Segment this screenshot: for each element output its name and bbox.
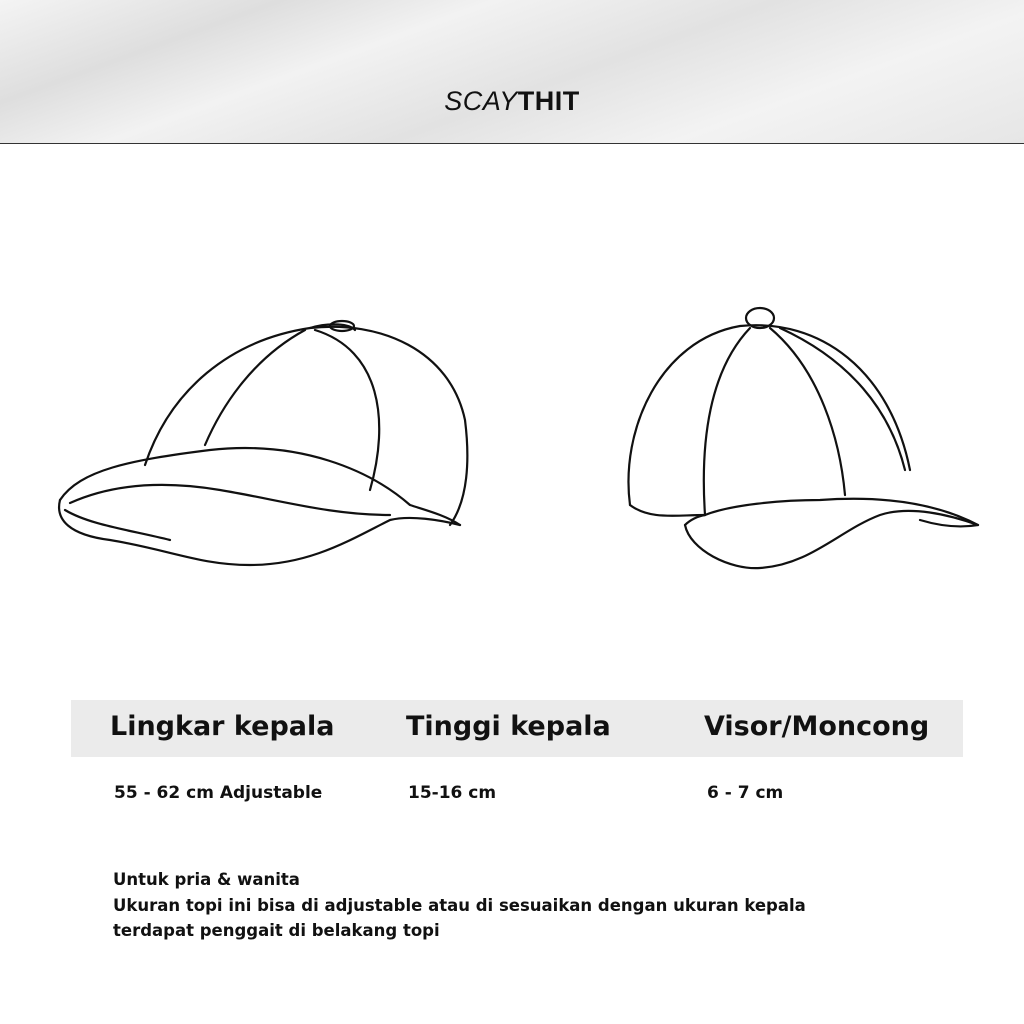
spec-header-visor: Visor/Moncong (704, 711, 930, 742)
note-line-3: terdapat penggait di belakang topi (113, 921, 440, 940)
header-banner (0, 0, 1024, 144)
brand-logo (0, 86, 1024, 117)
logo-light-text: SCAY (444, 86, 518, 116)
cap-side-view-illustration (50, 310, 480, 580)
note-line-1: Untuk pria & wanita (113, 870, 300, 889)
spec-header-head-height: Tinggi kepala (406, 711, 611, 742)
spec-value-visor: 6 - 7 cm (707, 783, 784, 803)
note-line-2: Ukuran topi ini bisa di adjustable atau di sesuaikan dengan ukuran kepala (113, 896, 806, 915)
cap-front-view-illustration (620, 300, 990, 580)
logo-bold-text: THIT (517, 86, 580, 116)
spec-value-head-circumference: 55 - 62 cm Adjustable (114, 783, 323, 803)
spec-value-head-height: 15-16 cm (408, 783, 497, 803)
spec-header-head-circumference: Lingkar kepala (110, 711, 335, 742)
